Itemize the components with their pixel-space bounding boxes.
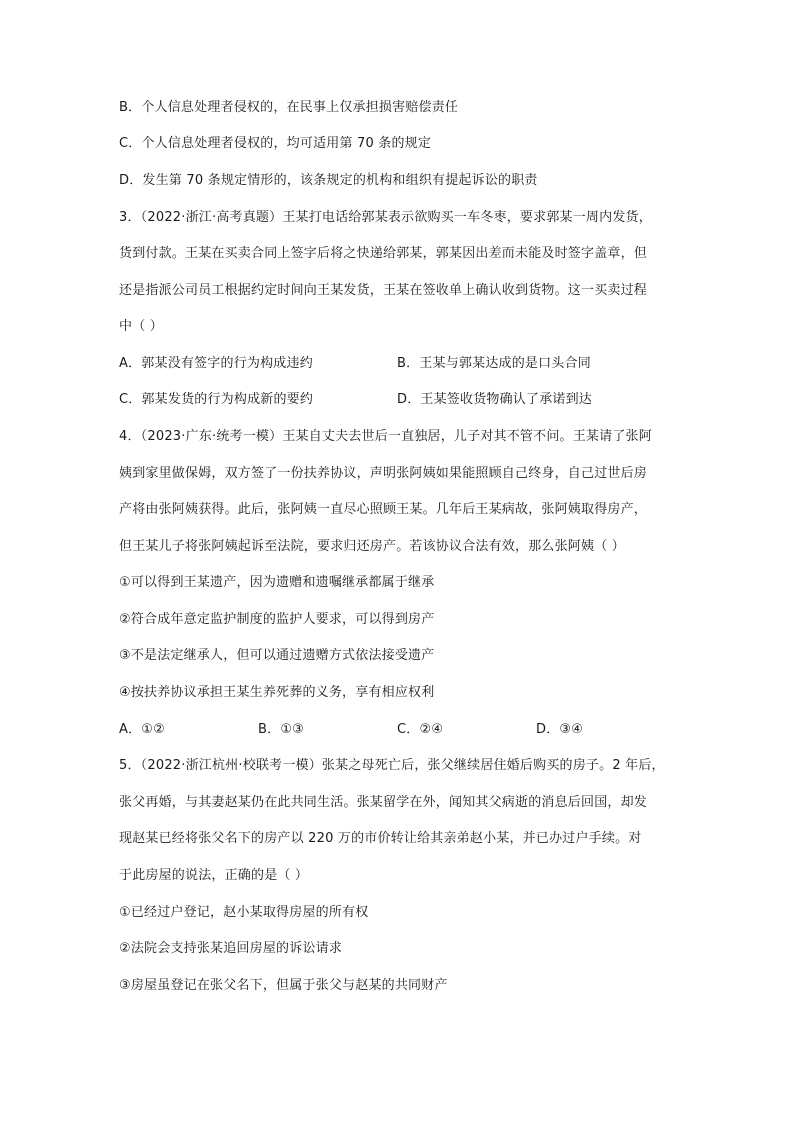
q2-option-b: B．个人信息处理者侵权的，在民事上仅承担损害赔偿责任	[119, 100, 459, 115]
q5-statement-1: ①已经过户登记，赵小某取得房屋的所有权	[119, 905, 369, 920]
q4-option-a: A．①②	[119, 722, 166, 737]
q5-stem-line-4: 于此房屋的说法，正确的是（ ）	[119, 868, 309, 883]
q3-stem-line-3: 还是指派公司员工根据约定时间向王某发货，王某在签收单上确认收到货物。这一买卖过程	[119, 283, 648, 298]
q5-statement-2: ②法院会支持张某追回房屋的诉讼请求	[119, 941, 343, 956]
q4-stem-line-3: 产将由张阿姨获得。此后，张阿姨一直尽心照顾王某。几年后王某病故，张阿姨取得房产，	[119, 502, 648, 517]
q4-option-d: D．③④	[536, 722, 584, 737]
q4-stem-line-2: 姨到家里做保姆，双方签了一份扶养协议，声明张阿姨如果能照顾自己终身，自己过世后房	[119, 466, 648, 481]
q4-statement-1: ①可以得到王某遗产，因为遗赠和遗嘱继承都属于继承	[119, 575, 435, 590]
q5-stem-line-2: 张父再婚，与其妻赵某仍在此共同生活。张某留学在外，闻知其父病逝的消息后回国，却发	[119, 795, 648, 810]
q4-statement-3: ③不是法定继承人，但可以通过遗赠方式依法接受遗产	[119, 648, 435, 663]
q3-option-a: A．郭某没有签字的行为构成违约	[119, 356, 313, 371]
q2-option-c: C．个人信息处理者侵权的，均可适用第 70 条的规定	[119, 136, 432, 151]
q4-option-c: C．②④	[397, 722, 444, 737]
q5-statement-3: ③房屋虽登记在张父名下，但属于张父与赵某的共同财产	[119, 978, 448, 993]
q4-statement-4: ④按扶养协议承担王某生养死葬的义务，享有相应权利	[119, 685, 435, 700]
q3-stem-line-1: 3．（2022·浙江·高考真题）王某打电话给郭某表示欲购买一车冬枣，要求郭某一周内发货，	[119, 210, 652, 225]
q3-option-b: B．王某与郭某达成的是口头合同	[397, 356, 591, 371]
q5-stem-line-3: 现赵某已经将张父名下的房产以 220 万的市价转让给其亲弟赵小某，并已办过户手续。对	[119, 831, 642, 846]
q3-option-d: D．王某签收货物确认了承诺到达	[397, 392, 593, 407]
q5-stem-line-1: 5．（2022·浙江杭州·校联考一模）张某之母死亡后，张父继续居住婚后购买的房子。2 年后，	[119, 758, 665, 773]
q3-option-c: C．郭某发货的行为构成新的要约	[119, 392, 314, 407]
q4-stem-line-1: 4．（2023·广东·统考一模）王某自丈夫去世后一直独居，儿子对其不管不问。王某请了张阿	[119, 429, 652, 444]
q4-stem-line-4: 但王某儿子将张阿姨起诉至法院，要求归还房产。若该协议合法有效，那么张阿姨（ ）	[119, 539, 625, 554]
q4-statement-2: ②符合成年意定监护制度的监护人要求，可以得到房产	[119, 612, 435, 627]
q3-stem-line-2: 货到付款。王某在买卖合同上签字后将之快递给郭某，郭某因出差而未能及时签字盖章，但	[119, 246, 648, 261]
q3-stem-line-4: 中（ ）	[119, 319, 163, 334]
q4-option-b: B．①③	[258, 722, 305, 737]
q2-option-d: D．发生第 70 条规定情形的，该条规定的机构和组织有提起诉讼的职责	[119, 173, 538, 188]
